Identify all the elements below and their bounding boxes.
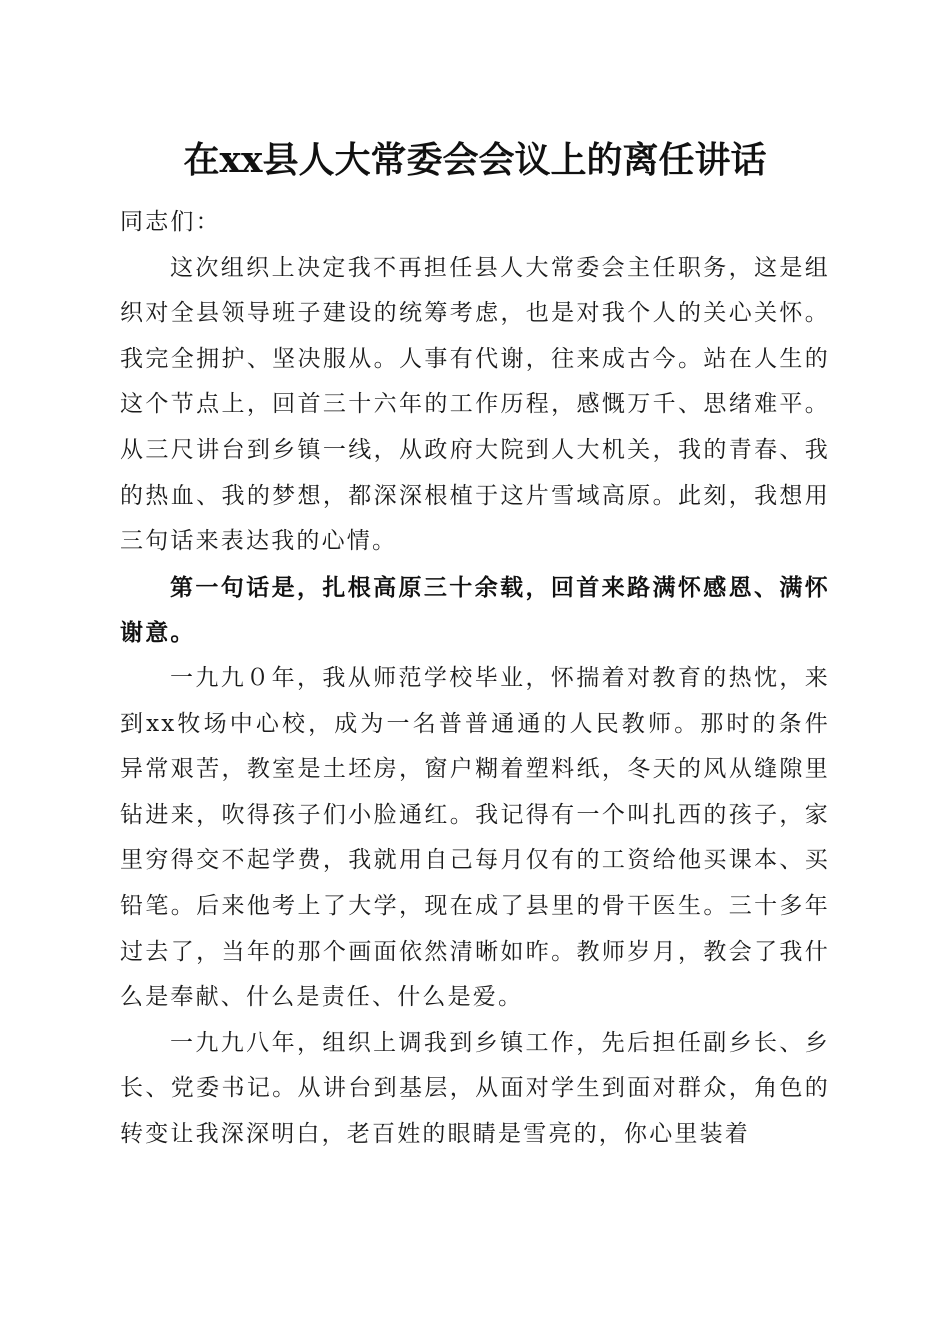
paragraph-teaching: 一九九０年，我从师范学校毕业，怀揣着对教育的热忱，来到xx牧场中心校，成为一名普普通通的人民教师。那时的条件异常艰苦，教室是土坯房，窗户糊着塑料纸，冬天的风从缝隙里钻进来，吹得孩子们小脸通红。我记得有一个叫扎西的孩子，家里穷得交不起学费，我就用自己每月仅有的工资给他买课本、买铅笔。后来他考上了大学，现在成了县里的骨干医生。三十多年过去了，当年的那个画面依然清晰如昨。教师岁月，教会了我什么是奉献、什么是责任、什么是爱。	[120, 664, 830, 1011]
paragraph-township: 一九九八年，组织上调我到乡镇工作，先后担任副乡长、乡长、党委书记。从讲台到基层，从面对学生到面对群众，角色的转变让我深深明白，老百姓的眼睛是雪亮的，你心里装着	[120, 1029, 830, 1147]
paragraph-intro: 这次组织上决定我不再担任县人大常委会主任职务，这是组织对全县领导班子建设的统筹考虑，也是对我个人的关心关怀。我完全拥护、坚决服从。人事有代谢，往来成古今。站在人生的这个节点上，回首三十六年的工作历程，感慨万千、思绪难平。从三尺讲台到乡镇一线，从政府大院到人大机关，我的青春、我的热血、我的梦想，都深深根植于这片雪域高原。此刻，我想用三句话来表达我的心情。	[120, 254, 830, 555]
salutation: 同志们：	[120, 209, 221, 235]
document-body	[120, 200, 830, 1157]
document-title: 在xx县人大常委会会议上的离任讲话	[183, 139, 767, 181]
paragraph-heading-first: 第一句话是，扎根高原三十余载，回首来路满怀感恩、满怀谢意。	[120, 573, 830, 647]
